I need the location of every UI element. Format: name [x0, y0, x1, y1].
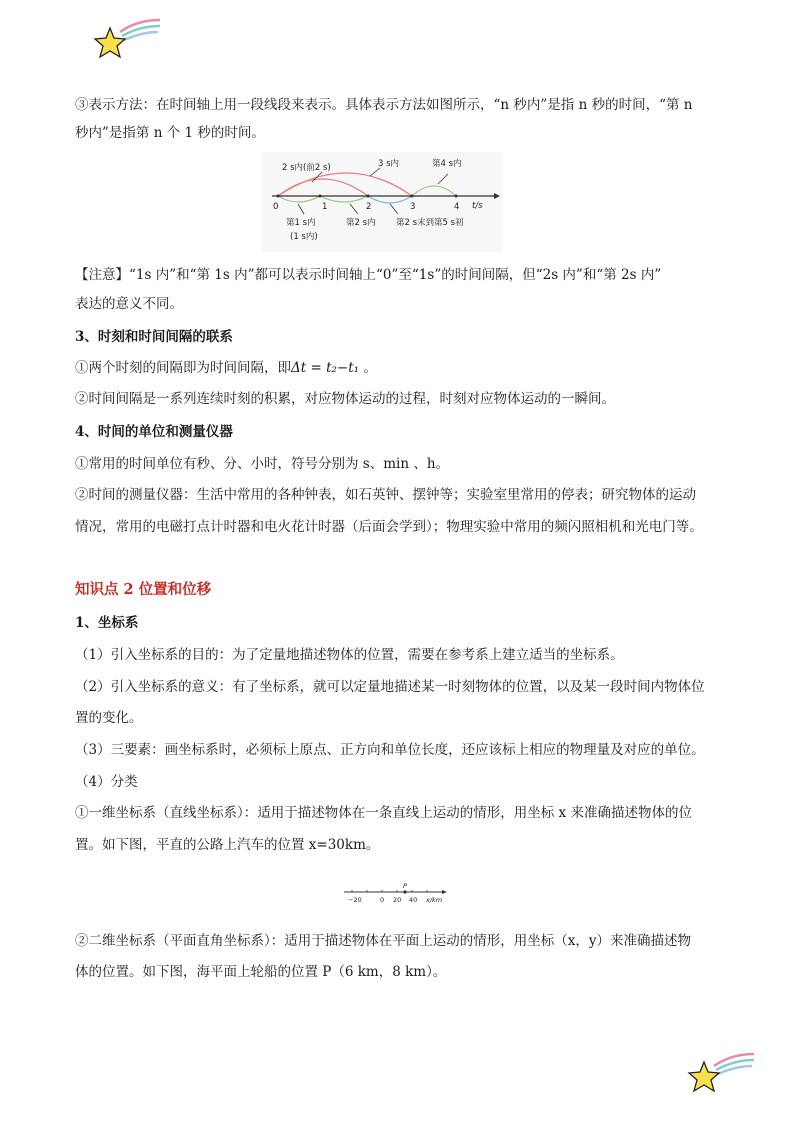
text-line: ②时间间隔是一系列连续时刻的积累，对应物体运动的过程，时刻对应物体运动的一瞬间。 [75, 391, 615, 407]
text-line: ①一维坐标系（直线坐标系）：适用于描述物体在一条直线上运动的情形，用坐标 x 来准确描述物体的位 [75, 805, 692, 821]
text-span: 。 [363, 360, 377, 376]
label-2s-end: 第2 s末到第5 s初 [396, 218, 464, 228]
label-1st-s: 第1 s内 [286, 218, 316, 228]
text-line: ②时间的测量仪器：生活中常用的各种钟表，如石英钟、摆钟等；实验室里常用的停表；研究物体的运动 [75, 487, 696, 503]
axis-label: t/s [472, 201, 483, 211]
label-3s-in: 3 s内 [378, 159, 400, 169]
tick-label: 2 [366, 202, 372, 212]
label-1s-in: (1 s内) [290, 232, 318, 242]
axis-label: x/km [426, 896, 443, 904]
text-line: （3）三要素：画坐标系时，必须标上原点、正方向和单位长度，还应该标上相应的物理量及对应的单位。 [75, 742, 705, 758]
text-line: 体的位置。如下图，海平面上轮船的位置 P（6 km，8 km）。 [75, 964, 447, 980]
tick-label: 3 [410, 202, 416, 212]
text-span: ①两个时刻的间隔即为时间间隔，即 [75, 360, 291, 376]
heading: 3、时刻和时间间隔的联系 [75, 329, 233, 345]
tick-label: 40 [409, 896, 418, 904]
number-line-figure [342, 880, 450, 906]
text-line [75, 359, 725, 377]
label-2nd-s: 第2 s内 [346, 218, 376, 228]
tick-label: 0 [380, 896, 385, 904]
equation: Δt = t₂−t₁ [291, 360, 360, 376]
heading: 1、坐标系 [75, 615, 139, 631]
point-label: P [403, 882, 407, 890]
heading: 4、时间的单位和测量仪器 [75, 424, 233, 440]
text-line: （4）分类 [75, 774, 138, 790]
timeline-figure [262, 152, 502, 252]
section-title: 知识点 2 位置和位移 [75, 581, 212, 598]
tick-label: −20 [348, 896, 362, 904]
text-line: 表达的意义不同。 [75, 296, 183, 312]
shooting-star-icon [686, 1052, 758, 1098]
text-line: ②二维坐标系（平面直角坐标系）：适用于描述物体在平面上运动的情形，用坐标（x，y）来准确描述物 [75, 933, 691, 949]
tick-label: 20 [393, 896, 402, 904]
text-line: 【注意】“1s 内”和“第 1s 内”都可以表示时间轴上“0”至“1s”的时间间隔，但“2s 内”和“第 2s 内” [75, 267, 662, 283]
shooting-star-icon [92, 18, 164, 64]
tick-label: 0 [273, 202, 279, 212]
text-line: （2）引入坐标系的意义：有了坐标系，就可以定量地描述某一时刻物体的位置，以及某一段时间内物体位 [75, 679, 705, 695]
label-4th-s: 第4 s内 [432, 159, 462, 169]
tick-label: 4 [454, 202, 460, 212]
text-line: （1）引入坐标系的目的：为了定量地描述物体的位置，需要在参考系上建立适当的坐标系。 [75, 647, 624, 663]
text-line: 置的变化。 [75, 710, 143, 726]
text-line: ①常用的时间单位有秒、分、小时，符号分别为 s、min 、h。 [75, 456, 450, 472]
label-2s-in: 2 s内(前2 s) [282, 163, 331, 173]
text-line: 置。如下图，平直的公路上汽车的位置 x=30km。 [75, 837, 380, 853]
tick-label: 1 [322, 202, 328, 212]
text-line: ③表示方法：在时间轴上用一段线段来表示。具体表示方法如图所示，“n 秒内”是指 n 秒的时间，“第 n [75, 97, 693, 113]
text-line: 秒内”是指第 n 个 1 秒的时间。 [75, 125, 265, 141]
text-line: 情况，常用的电磁打点计时器和电火花计时器（后面会学到）；物理实验中常用的频闪照相机和光电门等。 [75, 519, 703, 535]
